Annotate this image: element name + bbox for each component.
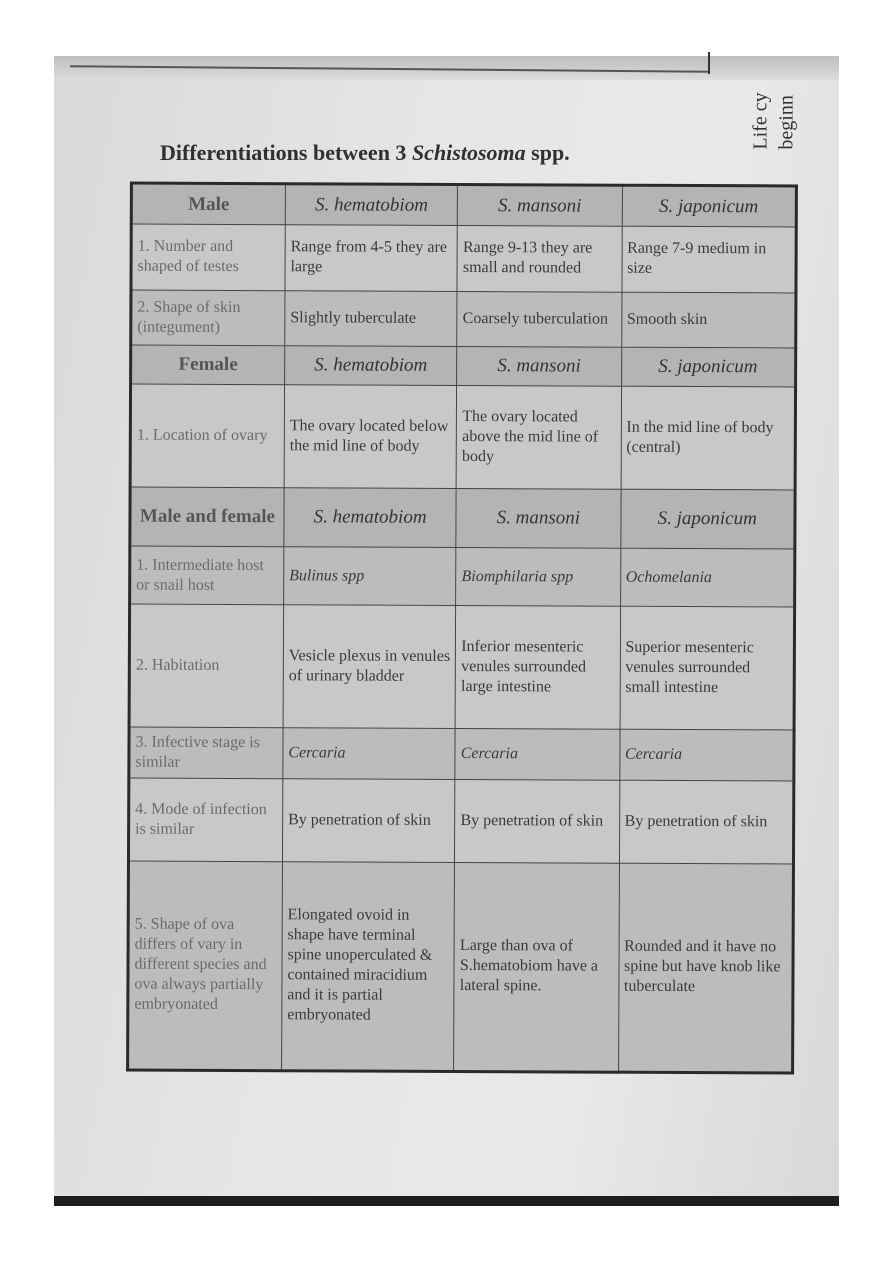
col-header-hematobiom: S. hematobiom	[284, 488, 457, 548]
table-cell: Bulinus spp	[284, 547, 457, 605]
table-cell: Large than ova of S.hematobiom have a lateral spine.	[454, 862, 619, 1072]
row-label: 2. Shape of skin (integument)	[131, 290, 285, 346]
table-cell: Range 9-13 they are small and rounded	[457, 226, 621, 292]
both-header: Male and female	[130, 487, 284, 547]
table-cell: Range from 4-5 they are large	[285, 225, 458, 291]
table-row	[130, 384, 795, 490]
title-genus: Schistosoma	[411, 140, 526, 165]
table-cell: Coarsely tuberculation	[457, 291, 621, 347]
col-header-hematobiom: S. hematobiom	[285, 184, 458, 226]
table-cell: By penetration of skin	[455, 780, 620, 863]
col-header-hematobiom: S. hematobiom	[284, 346, 457, 386]
both-header-row	[130, 487, 795, 549]
page-bottom-edge	[54, 1196, 839, 1206]
table-cell: In the mid line of body (central)	[621, 386, 796, 489]
top-corner-line	[708, 52, 710, 74]
row-label: 1. Location of ovary	[130, 384, 284, 487]
male-header: Male	[131, 183, 285, 225]
table-cell: Slightly tuberculate	[285, 290, 458, 346]
table-row	[128, 861, 794, 1073]
side-margin-text	[749, 40, 840, 180]
col-header-japonicum: S. japonicum	[620, 489, 795, 549]
table-row	[129, 604, 795, 730]
table-cell: Rounded and it have no spine but have knob like tuberculate	[618, 863, 793, 1073]
row-label: 4. Mode of infection is similar	[128, 778, 282, 861]
male-header-row	[131, 183, 796, 227]
table-cell: The ovary located below the mid line of body	[284, 385, 457, 488]
col-header-mansoni: S. mansoni	[456, 488, 620, 548]
table-row	[131, 290, 796, 348]
table-row	[128, 778, 793, 863]
row-label: 5. Shape of ova differs of vary in different species and ova always partially embryonated	[128, 861, 283, 1071]
table-row	[130, 546, 795, 606]
table-cell: Range 7-9 medium in size	[621, 226, 796, 292]
table-row	[129, 727, 794, 781]
page-title	[160, 140, 570, 166]
table-cell: Cercaria	[283, 728, 456, 780]
table-cell: Ochomelania	[620, 549, 795, 607]
col-header-japonicum: S. japonicum	[622, 185, 797, 227]
side-text-line2: beginn	[775, 95, 798, 150]
table-cell: Biomphilaria spp	[456, 548, 620, 606]
row-label: 2. Habitation	[129, 604, 283, 728]
col-header-mansoni: S. mansoni	[458, 184, 622, 226]
female-header: Female	[131, 345, 285, 385]
female-header-row	[131, 345, 796, 387]
table-cell: Cercaria	[619, 729, 794, 781]
title-suffix: spp.	[525, 140, 570, 165]
table-cell: By penetration of skin	[619, 781, 794, 864]
table-cell: By penetration of skin	[282, 779, 455, 862]
table-row	[131, 224, 796, 293]
col-header-japonicum: S. japonicum	[621, 347, 796, 387]
table-cell: Elongated ovoid in shape have terminal spine unoperculated & contained miracidium and it is partial embryonated	[281, 861, 454, 1071]
row-label: 3. Infective stage is similar	[129, 727, 283, 779]
col-header-mansoni: S. mansoni	[457, 347, 621, 387]
table-cell: Cercaria	[455, 729, 619, 781]
side-text-line1: Life cy	[749, 92, 772, 150]
table-cell: Superior mesenteric venules surrounded small intestine	[620, 606, 795, 730]
table-cell: Inferior mesenteric venules surrounded large intestine	[455, 605, 620, 729]
title-prefix: Differentiations between 3	[160, 140, 412, 165]
table-cell: Smooth skin	[621, 292, 796, 348]
comparison-table	[126, 182, 798, 1075]
row-label: 1. Number and shaped of testes	[131, 224, 285, 290]
row-label: 1. Intermediate host or snail host	[130, 546, 284, 604]
table-cell: The ovary located above the mid line of body	[456, 386, 621, 489]
table-cell: Vesicle plexus in venules of urinary bladder	[283, 605, 456, 729]
